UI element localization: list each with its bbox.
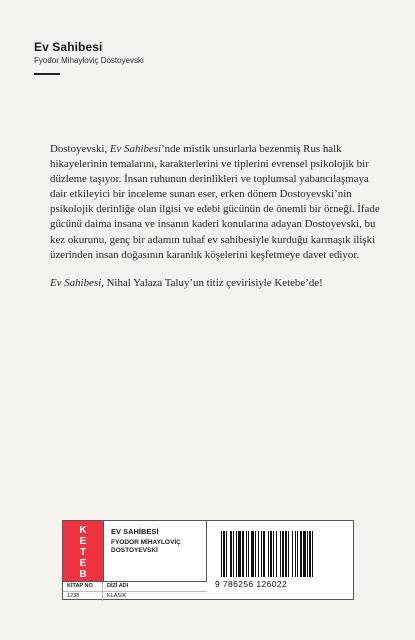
barcode-bar — [248, 531, 249, 577]
barcode-bar — [280, 531, 281, 577]
barcode-bar — [303, 531, 306, 577]
logo-letter: E — [79, 558, 87, 569]
header-divider — [34, 73, 60, 75]
barcode-bar — [285, 531, 287, 577]
catalog-header-row — [63, 582, 207, 592]
isbn-number: 9 786256 126022 — [215, 579, 288, 589]
panel-book-author: FYODOR MİHAYLOVİÇ DOSTOYEVSKİ — [111, 539, 181, 554]
barcode-bar — [233, 531, 234, 577]
logo-letter: K — [79, 525, 87, 536]
book-info-box — [103, 521, 207, 581]
catalog-series: KLASİK — [107, 592, 127, 599]
panel-book-title: EV SAHİBESİ — [111, 527, 159, 536]
catalog-value-row — [63, 592, 207, 602]
barcode-bar — [295, 531, 296, 577]
barcode-bar — [282, 531, 284, 577]
catalog-header-series: DİZİ ADI — [107, 583, 129, 589]
back-cover-blurb — [50, 142, 382, 304]
barcode-bar — [246, 531, 247, 577]
barcode-bar — [288, 531, 289, 577]
blurb-text: ’nde mistik unsurlarla bezenmiş Rus halk hikayelerinin temalarını, karakterlerini ve tiplerini evrensel psikolojik bir düzleme taşıyor. İnsan ruhunun derinlikleri ve toplumsal yabancılaşmaya dair etkileyici bir inceleme sunan eser, erken dönem Dostoyevski’nin psikolojik derinliğe olan ilgisi ve edebi gücünün de önemli bir örneği. İfade gücünü daima insana ve insanın kaderi konularına adayan Dostoyevski, bu kez okurunu, genç bir adamın tuhaf ev sahibesiyle kurduğu karmaşık ilişki üzerinden insan doğasının karanlık köşelerini keşfetmeye davet ediyor. — [50, 143, 380, 261]
catalog-book-no: 1238 — [63, 592, 103, 602]
blurb-text: Dostoyevski, — [50, 143, 110, 155]
barcode-bar — [242, 531, 244, 577]
publisher-info-panel — [62, 520, 354, 600]
barcode-bar — [251, 531, 254, 577]
blurb-title-italic: Ev Sahibesi — [50, 276, 102, 289]
barcode-bar — [258, 531, 259, 577]
barcode-bar — [230, 531, 232, 577]
book-title: Ev Sahibesi — [34, 40, 103, 54]
blurb-text: , Nihal Yalaza Taluy’un titiz çevirisiyle Ketebe’de! — [101, 276, 323, 289]
catalog-table — [63, 581, 207, 600]
cover-header — [34, 40, 144, 75]
ketebe-logo — [63, 521, 103, 581]
logo-letter: E — [79, 536, 87, 547]
blurb-title-italic: Ev Sahibesi — [109, 143, 162, 155]
barcode-bar — [297, 531, 298, 577]
blurb-paragraph-1 — [50, 142, 382, 263]
barcode-area — [207, 521, 354, 601]
barcode-bar — [221, 531, 222, 577]
barcode-bar — [236, 531, 237, 577]
barcode-bar — [276, 531, 277, 577]
catalog-header-book-no: KİTAP NO — [63, 582, 103, 591]
barcode-bar — [226, 531, 227, 577]
barcode-bar — [263, 531, 265, 577]
logo-letter: B — [79, 569, 87, 580]
book-author: Fyodor Mihayloviç Dostoyevski — [34, 56, 144, 65]
barcode-bar — [270, 531, 272, 577]
barcode-bar — [268, 531, 269, 577]
barcode-bar — [300, 531, 302, 577]
barcode-bar — [309, 531, 311, 577]
barcode-bar — [273, 531, 274, 577]
blurb-paragraph-2 — [50, 276, 382, 291]
barcode-bar — [261, 531, 262, 577]
isbn-barcode — [221, 531, 343, 577]
barcode-bar — [255, 531, 256, 577]
logo-letter: T — [79, 547, 87, 558]
barcode-bar — [223, 531, 225, 577]
barcode-bar — [238, 531, 241, 577]
barcode-bar — [292, 531, 293, 577]
barcode-bar — [312, 531, 313, 577]
barcode-bar — [307, 531, 308, 577]
